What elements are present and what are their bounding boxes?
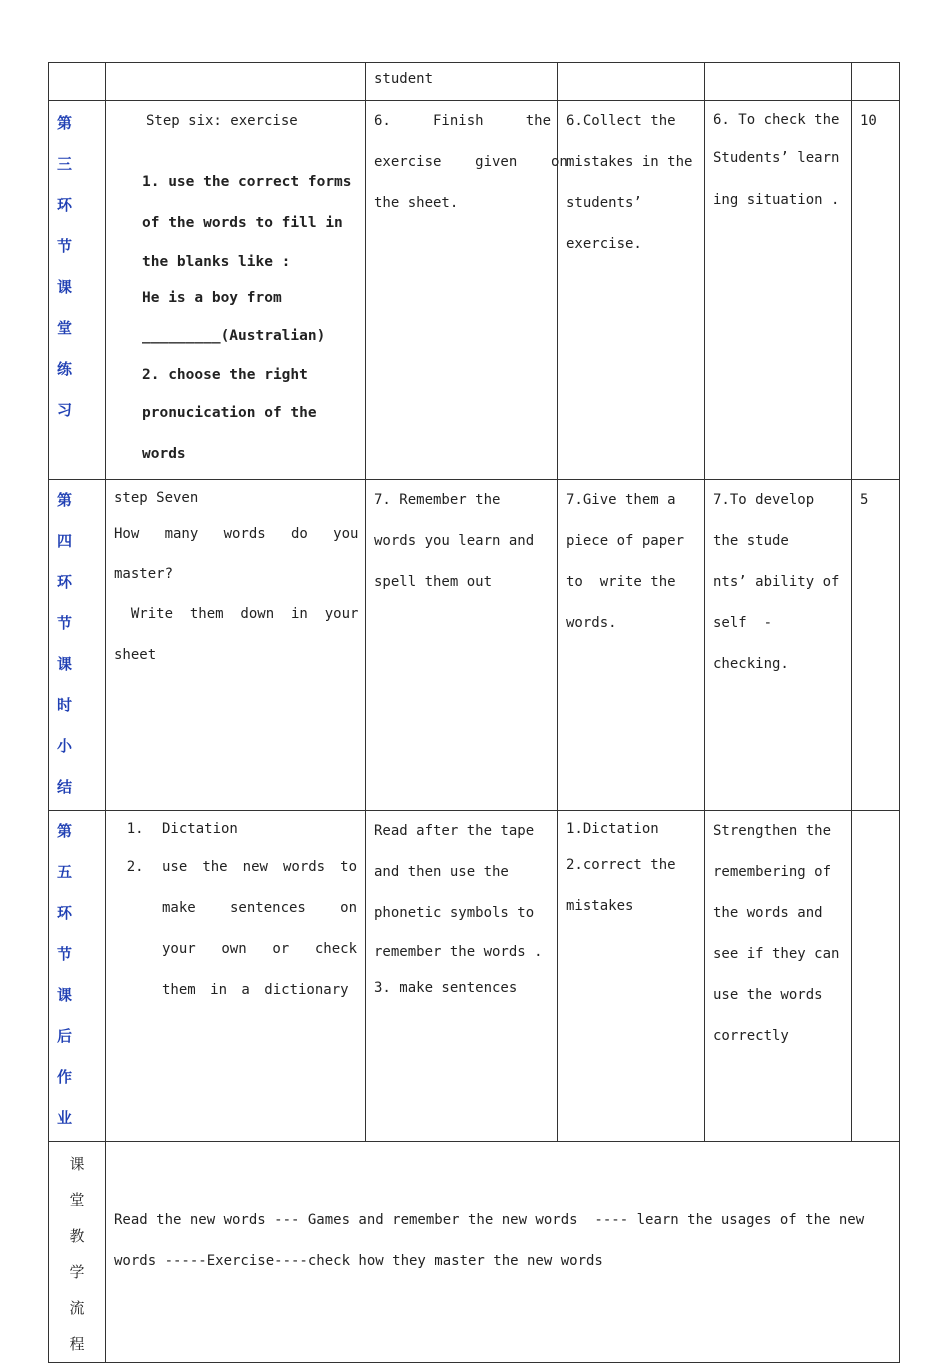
section-label-line: 第 四 <box>57 491 79 550</box>
student-line: 6. Finish the <box>374 113 552 129</box>
teacher-activity-cell <box>558 63 705 101</box>
time-cell <box>852 811 900 1142</box>
section-label-line: 第 三 <box>57 114 79 173</box>
flow-content-cell <box>106 1142 900 1363</box>
list-item <box>152 847 357 1011</box>
student-line: 7. Remember the <box>374 492 501 508</box>
section-label-line: 环 节 <box>57 573 79 632</box>
step-line: How many words do you <box>114 526 359 542</box>
purpose-cell <box>705 811 852 1142</box>
section-cell <box>49 101 106 480</box>
flow-label-char: 程 <box>69 1335 85 1353</box>
teacher-line: students’ <box>566 195 642 211</box>
section-label-line: 环 节 <box>57 196 79 255</box>
student-line: phonetic symbols to <box>374 905 535 921</box>
flow-label-char: 学 <box>69 1263 85 1281</box>
purpose-line: Students’ learn <box>713 150 840 166</box>
student-line: the sheet. <box>374 195 459 211</box>
section-label-line: 课 时 <box>57 655 79 714</box>
flow-text: Read the new words --- Games and remember the new words ---- learn the usages of the new words -----Exercise----check how they master the new words <box>114 1212 873 1269</box>
step-line: the blanks like : <box>142 254 291 270</box>
teacher-activity-cell <box>558 101 705 480</box>
student-activity-cell <box>366 101 568 480</box>
student-activity-cell <box>366 63 558 101</box>
step-line: _________(Australian) <box>142 328 326 344</box>
list-item <box>152 811 357 847</box>
step-cell <box>106 480 366 811</box>
step-cell <box>106 101 366 480</box>
teacher-line: 7.Give them a <box>566 492 676 508</box>
time-cell <box>852 63 900 101</box>
student-line: exercise given on <box>374 154 568 170</box>
purpose-line: nts’ ability of <box>713 574 840 590</box>
teacher-line: mistakes in the <box>566 154 693 170</box>
purpose-cell <box>705 101 852 480</box>
purpose-line: use the words <box>713 987 823 1003</box>
purpose-line: self - <box>713 615 773 631</box>
list-item-text: Dictation <box>162 821 238 837</box>
flow-label-cell <box>49 1142 106 1363</box>
section-label-line: 第 五 <box>57 822 79 881</box>
time-value: 10 <box>860 113 877 129</box>
step-line: of the words to fill in <box>142 215 343 231</box>
flow-label-char: 堂 <box>69 1191 85 1209</box>
table-row-continuation <box>49 63 900 101</box>
teacher-line: 1.Dictation <box>566 821 659 837</box>
section-cell <box>49 480 106 811</box>
flow-label-char: 教 <box>69 1227 85 1245</box>
purpose-line: correctly <box>713 1028 789 1044</box>
list-item-text: use the new words to make sentences on your own or check them in a dictionary <box>162 859 357 998</box>
section-label-line: 课 后 <box>57 986 79 1045</box>
step-cell <box>106 811 366 1142</box>
time-value <box>852 811 899 815</box>
teacher-activity-cell <box>558 480 705 811</box>
section-label-line: 小结 <box>57 737 79 796</box>
lesson-plan-table <box>48 62 900 1363</box>
time-value: 5 <box>860 492 869 508</box>
purpose-line: remembering of <box>713 864 832 880</box>
table-row-section-4 <box>49 480 900 811</box>
student-line: spell them out <box>374 574 493 590</box>
step-line: words <box>142 446 186 462</box>
teacher-line: 6.Collect the <box>566 113 676 129</box>
step-line: pronucication of the <box>142 405 317 421</box>
student-line: and then use the <box>374 864 509 880</box>
step-line: He is a boy from <box>142 290 282 306</box>
teacher-line: to write the <box>566 574 676 590</box>
step-line: 1. use the correct forms <box>142 174 352 190</box>
time-cell <box>852 101 900 480</box>
purpose-line: the stude <box>713 533 789 549</box>
teacher-line: piece of paper <box>566 533 685 549</box>
student-activity-cell <box>366 811 558 1142</box>
teacher-line: exercise. <box>566 236 642 252</box>
student-line: words you learn and <box>374 533 535 549</box>
student-line: Read after the tape <box>374 823 535 839</box>
step-line: 2. choose the right <box>142 367 308 383</box>
step-line: master? <box>114 566 174 582</box>
flow-label-char: 课 <box>69 1155 85 1173</box>
table-row-section-3 <box>49 101 900 480</box>
time-cell <box>852 480 900 811</box>
teacher-line: words. <box>566 615 617 631</box>
student-activity-cell <box>366 480 558 811</box>
step-line: sheet <box>114 647 157 663</box>
section-label-line: 作业 <box>57 1068 79 1127</box>
purpose-line: checking. <box>713 656 789 672</box>
purpose-line: 6. To check the <box>713 112 840 128</box>
student-line: 3. make sentences <box>374 980 518 996</box>
section-label-line: 环 节 <box>57 904 79 963</box>
section-cell <box>49 63 106 101</box>
section-label-line: 课 堂 <box>57 278 79 337</box>
table-row-section-5 <box>49 811 900 1142</box>
flow-label-char: 流 <box>69 1299 85 1317</box>
teacher-activity-cell <box>558 811 705 1142</box>
section-label-line: 练习 <box>57 360 79 419</box>
student-activity-text: student <box>374 71 434 87</box>
step-cell <box>106 63 366 101</box>
purpose-line: the words and <box>713 905 823 921</box>
step-title: Step six: exercise <box>146 113 298 129</box>
step-line: Write them down in your <box>114 606 359 622</box>
homework-list <box>114 811 357 1011</box>
student-line: remember the words . <box>374 944 543 960</box>
teacher-line: mistakes <box>566 898 634 914</box>
teacher-line: 2.correct the <box>566 857 676 873</box>
purpose-line: Strengthen the <box>713 823 832 839</box>
section-cell <box>49 811 106 1142</box>
purpose-line: 7.To develop <box>713 492 815 508</box>
table-row-flow <box>49 1142 900 1363</box>
purpose-line: ing situation . <box>713 192 840 208</box>
purpose-cell <box>705 480 852 811</box>
purpose-line: see if they can <box>713 946 840 962</box>
purpose-cell <box>705 63 852 101</box>
step-line: step Seven <box>114 490 199 506</box>
